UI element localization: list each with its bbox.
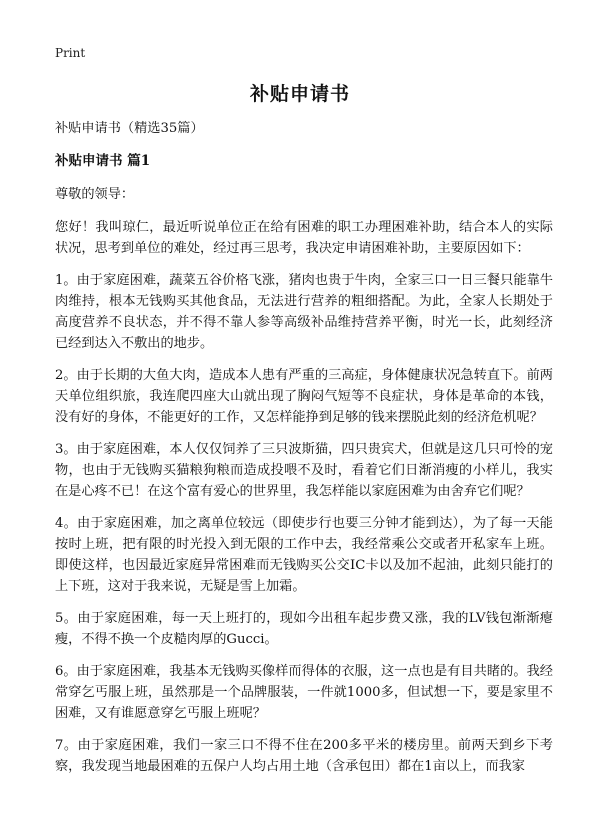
paragraph-1: 1。由于家庭困难，蔬菜五谷价格飞涨，猪肉也贵于牛肉，全家三口一日三餐只能靠牛肉维持，根本无钱购买其他食品，无法进行营养的粗细搭配。为此，全家人长期处于高度营养不良状态，并不得不靠人参等高级补品维持营养平衡，时光一长，此刻经济已经到达入不敷出的地步。 xyxy=(55,273,553,351)
paragraph-5: 5。由于家庭困难，每一天上班打的，现如今出租车起步费又涨，我的LV钱包渐渐瘪瘦，不得不换一个皮糙肉厚的Gucci。 xyxy=(55,611,553,647)
paragraph-intro: 您好！我叫琼仁，最近听说单位正在给有困难的职工办理困难补助，结合本人的实际状况，思考到单位的难处，经过再三思考，我决定申请困难补助，主要原因如下： xyxy=(55,220,553,256)
greeting: 尊敬的领导： xyxy=(55,187,135,202)
paragraph-6: 6。由于家庭困难，我基本无钱购买像样而得体的衣服，这一点也是有目共睹的。我经常穿乞丐服上班，虽然那是一个品牌服装，一件就1000多，但试想一下，要是家里不困难，又有谁愿意穿乞丐服上班呢？ xyxy=(55,664,553,721)
paragraph-4: 4。由于家庭困难，加之离单位较远（即使步行也要三分钟才能到达），为了每一天能按时上班，把有限的时光投入到无限的工作中去，我经常乘公交或者开私家车上班。即使这样，也因最近家庭异常困难而无钱购买公交IC卡以及加不起油，此刻只能打的上下班，这对于我来说，无疑是雪上加霜。 xyxy=(55,516,553,594)
paragraph-2: 2。由于长期的大鱼大肉，造成本人患有严重的三高症，身体健康状况急转直下。前两天单位组织旅，我连爬四座大山就出现了胸闷气短等不良症状，身体是革命的本钱，没有好的身体，不能更好的工作，又怎样能挣到足够的钱来摆脱此刻的经济危机呢？ xyxy=(55,368,553,425)
paragraph-7: 7。由于家庭困难，我们一家三口不得不住在200多平米的楼房里。前两天到乡下考察，我发现当地最困难的五保户人均占用土地（含承包田）都在1亩以上，而我家 xyxy=(55,738,553,774)
document-body xyxy=(55,118,553,788)
document-subtitle: 补贴申请书（精选35篇） xyxy=(55,121,204,136)
document-title: 补贴申请书 xyxy=(249,83,350,105)
paragraph-3: 3。由于家庭困难，本人仅仅饲养了三只波斯猫，四只贵宾犬，但就是这几只可怜的宠物，也由于无钱购买猫粮狗粮而造成投喂不及时，看着它们日渐消瘦的小样儿，我实在是心疼不已！在这个富有爱心的世界里，我怎样能以家庭困难为由舍弃它们呢？ xyxy=(55,442,553,499)
section-heading: 补贴申请书 篇1 xyxy=(55,153,151,169)
print-link[interactable]: Print xyxy=(55,46,86,60)
